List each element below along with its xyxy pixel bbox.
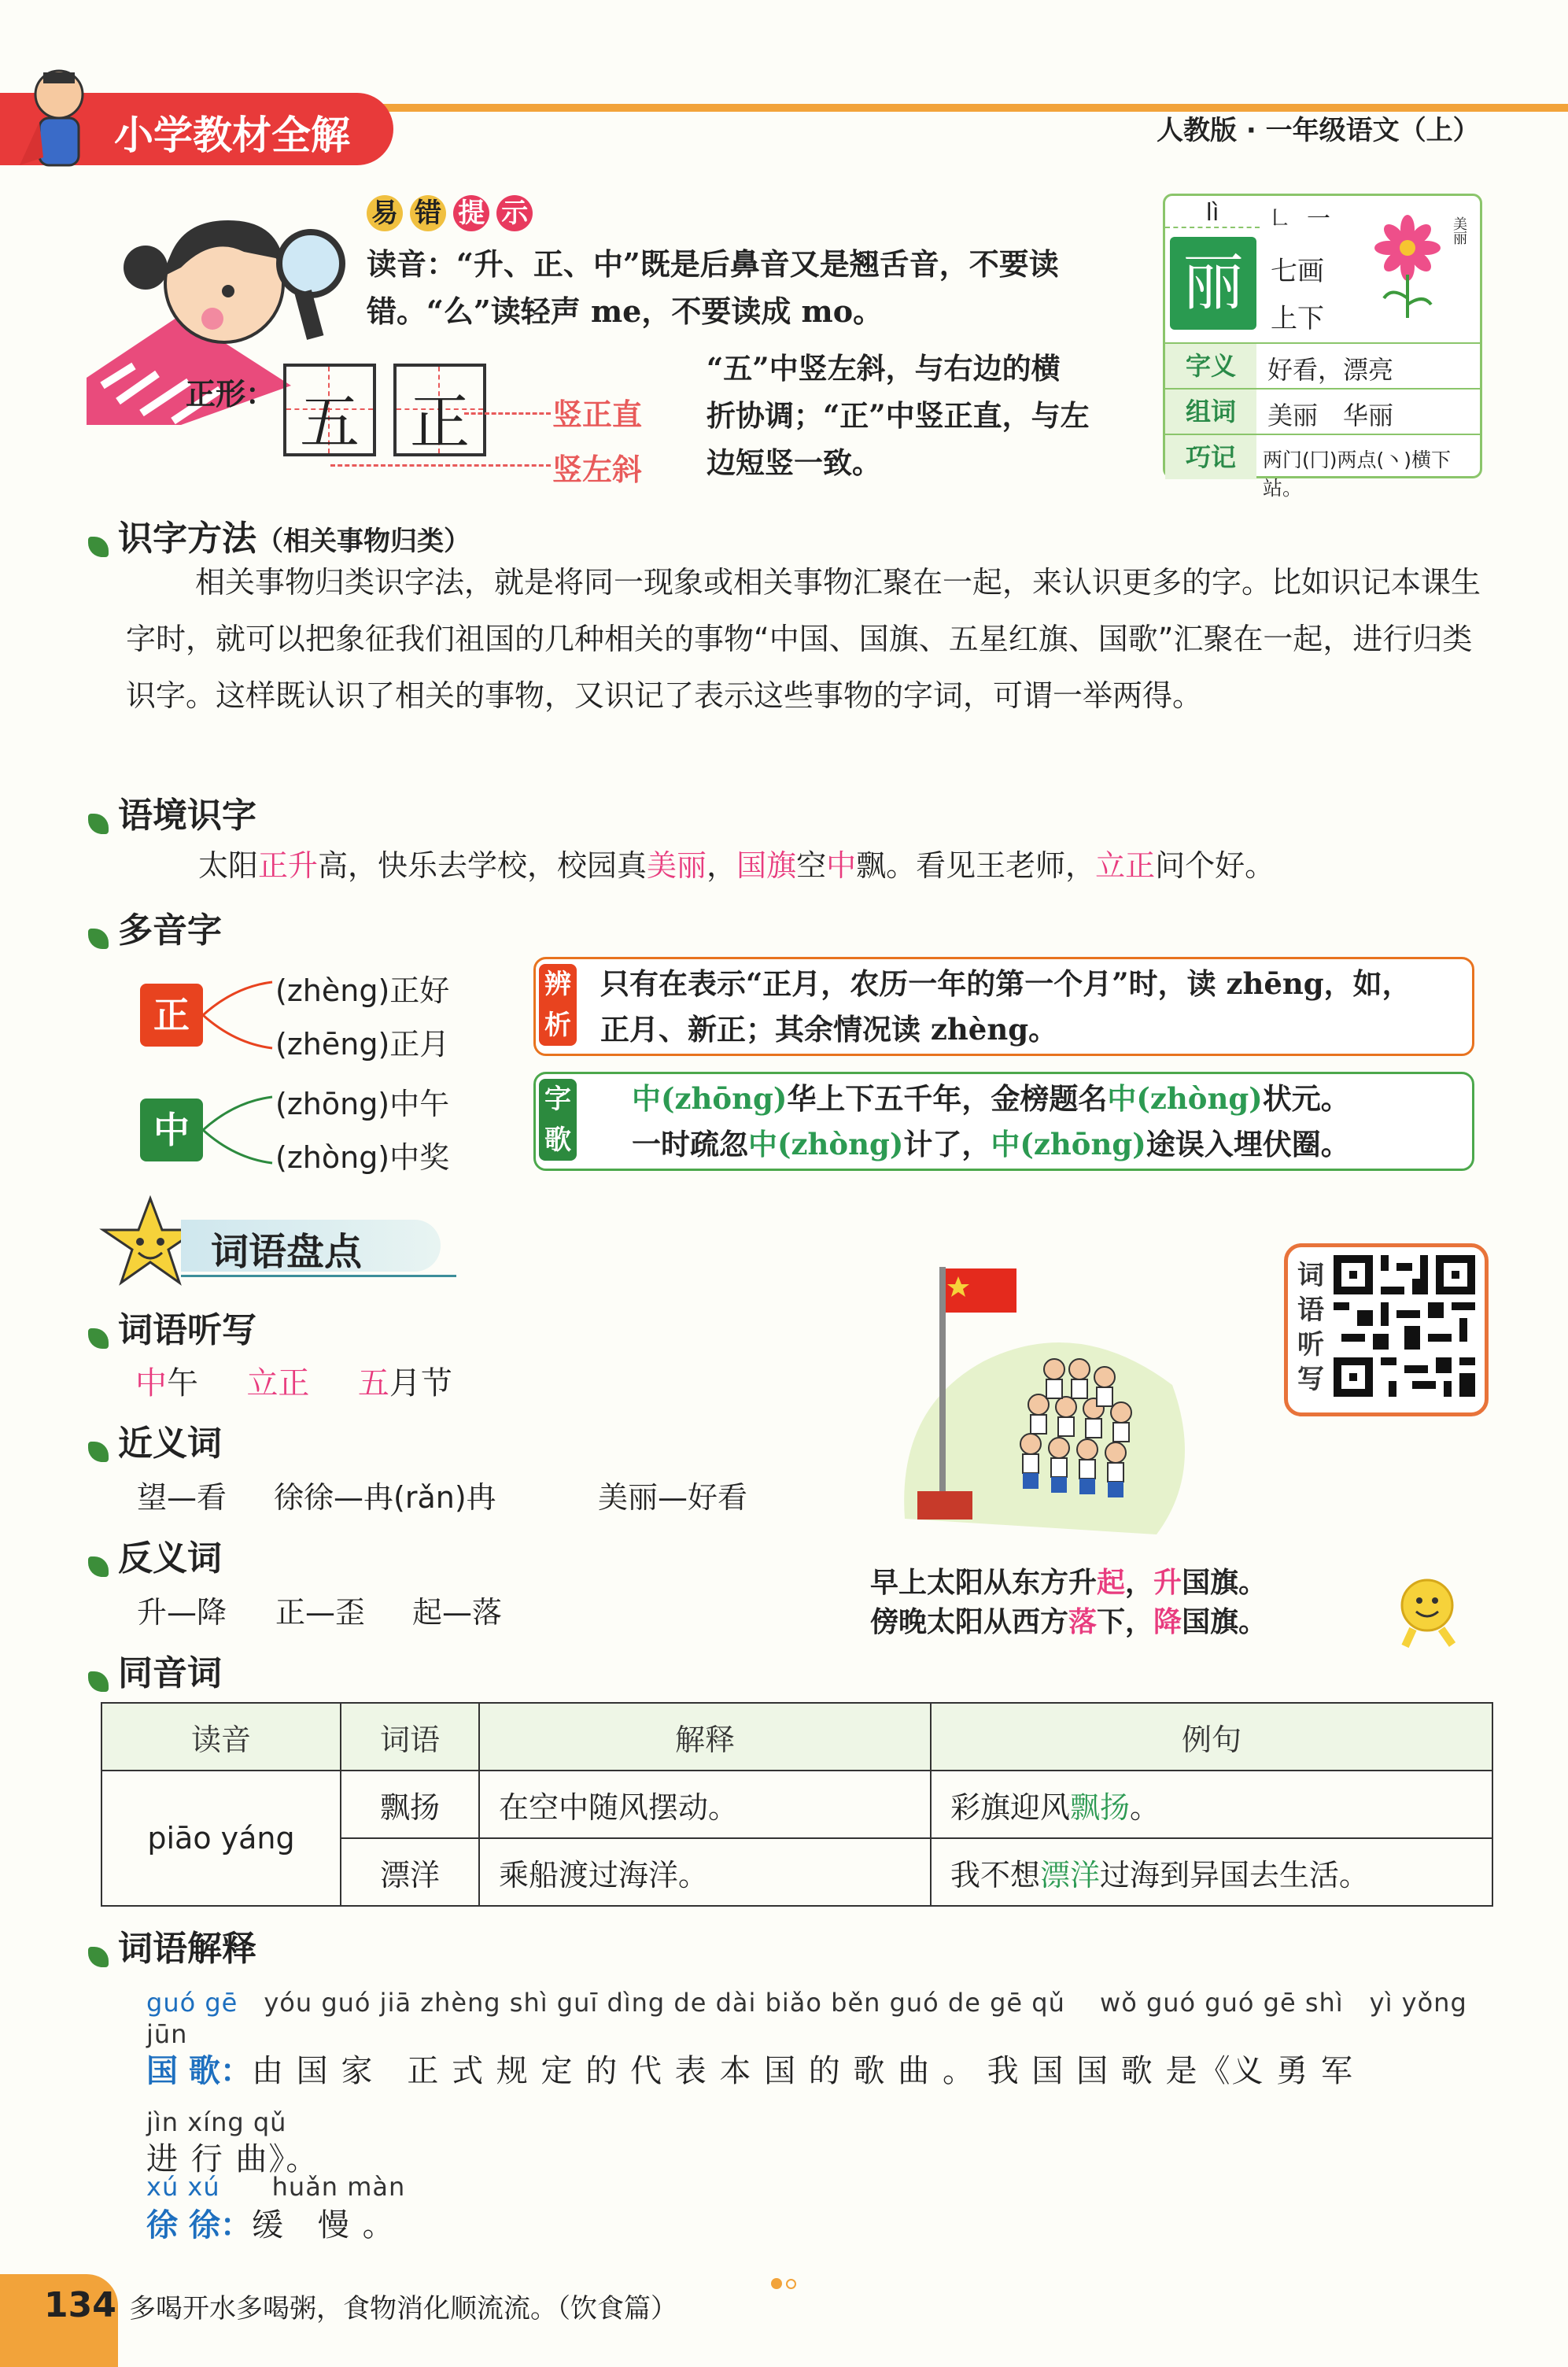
highlight-text: 中(zhòng) xyxy=(748,1127,904,1161)
table-row xyxy=(101,1771,1492,1838)
plain-text: 高，快乐去学校，校园真 xyxy=(318,848,647,883)
char-row-value: 好看，漂亮 xyxy=(1267,355,1394,385)
plain-text: ， xyxy=(707,848,737,883)
dictation-word-2: 立正 xyxy=(246,1365,310,1401)
tips-reading xyxy=(367,241,1059,335)
caption-line-1 xyxy=(870,1563,1267,1602)
polyphone-char: 正 xyxy=(153,994,190,1036)
highlight-text: 正升 xyxy=(258,848,319,883)
form-char-box-2 xyxy=(393,364,486,456)
table-header-row xyxy=(101,1703,1492,1771)
smiley-icon xyxy=(1389,1574,1465,1649)
form-explain-line-2: 折协调；“正”中竖正直，与左 xyxy=(707,398,1090,433)
synonym-heading xyxy=(88,1415,222,1465)
table-header: 解释 xyxy=(479,1703,931,1771)
form-note-line-2 xyxy=(330,464,551,467)
dictation-word-3: 五月节 xyxy=(357,1365,452,1401)
char-dash: 一 xyxy=(1307,205,1330,233)
form-char-box-1 xyxy=(283,364,376,456)
polyphone-reading-2: (zhēng)正月 xyxy=(275,1027,450,1062)
highlight-text: 中(zhōng) xyxy=(632,1081,788,1116)
char-row-label: 组词 xyxy=(1165,390,1256,434)
qr-tv-frame xyxy=(1284,1243,1489,1416)
analysis-label xyxy=(539,964,577,1046)
rhyme-label xyxy=(539,1079,577,1161)
highlight-text: 落 xyxy=(1068,1605,1098,1638)
rhyme-line-1 xyxy=(632,1076,1350,1121)
char-strokes: 七画 xyxy=(1271,256,1324,287)
char-row-value: 两门(冂)两点(丶)横下站。 xyxy=(1263,449,1452,500)
entry-text-line: 国 歌：由 国 家 正 式 规 定 的 代 表 本 国 的 歌 曲 。 我 国 国 歌 是《义 勇 军 xyxy=(146,2053,1354,2089)
rhyme-label-2: 歌 xyxy=(544,1124,571,1156)
polyphone-reading-4: (zhòng)中奖 xyxy=(275,1140,450,1175)
plain-text: 太阳 xyxy=(198,848,259,883)
page-number: 134 xyxy=(44,2285,116,2325)
synonym-3: 美丽—好看 xyxy=(598,1480,748,1515)
context-heading xyxy=(88,787,256,837)
flower-caption: 美丽 xyxy=(1451,216,1467,245)
table-header: 词语 xyxy=(341,1703,479,1771)
explain-entry-2 xyxy=(146,2167,1500,2247)
homophone-heading xyxy=(88,1645,222,1695)
plain-text: 国旗。 xyxy=(1182,1605,1267,1638)
char-structure: 上下 xyxy=(1271,303,1324,334)
dictation-word-1: 中午 xyxy=(135,1365,198,1401)
plain-text: 傍晚太阳从西方 xyxy=(870,1605,1069,1638)
tips-char-1: 易 xyxy=(367,195,403,231)
method-subtitle: （相关事物归类） xyxy=(256,526,470,557)
method-title: 识字方法 xyxy=(118,519,256,559)
char-row-label: 字义 xyxy=(1165,344,1256,388)
tips-reading-label: 读音： xyxy=(367,246,457,282)
context-text xyxy=(198,837,1275,894)
highlight-text: 降 xyxy=(1153,1605,1182,1638)
char-row-1 xyxy=(1165,342,1480,388)
highlight-text: 升 xyxy=(1153,1566,1182,1599)
table-cell-pinyin: piāo yáng xyxy=(101,1771,341,1906)
analysis-text xyxy=(600,961,1411,1052)
plain-text: 国旗。 xyxy=(1182,1566,1267,1599)
char-row-3 xyxy=(1165,434,1480,500)
dictation-words xyxy=(135,1358,452,1403)
polyphone-title: 多音字 xyxy=(118,910,222,951)
plain-text: 途误入埋伏圈。 xyxy=(1146,1127,1350,1161)
caption-line-2 xyxy=(870,1602,1267,1641)
flag-raising-illustration xyxy=(873,1251,1204,1550)
synonym-2: 徐徐—冉(rǎn)冉 xyxy=(274,1480,496,1515)
brand-title: 小学教材全解 xyxy=(114,113,350,158)
entry-pinyin-line: guó gē yóu guó jiā zhèng shì guī dìng de dài biǎo běn guó de gē qǔ wǒ guó guó gē shì yì yǒng jūn xyxy=(146,1988,1467,2049)
polyphone-char-zhong xyxy=(140,1099,203,1161)
table-header: 读音 xyxy=(101,1703,341,1771)
char-row-value: 美丽 华丽 xyxy=(1267,401,1394,430)
form-label: 正形： xyxy=(186,377,276,412)
leaf-icon xyxy=(88,1328,109,1349)
method-text: 相关事物归类识字法，就是将同一现象或相关事物汇聚在一起，来认识更多的字。比如识记本课生字时，就可以把象征我们祖国的几种相关的事物“中国、国旗、五星红旗、国歌”汇聚在一起，进行归类识字。这样既认识了相关的事物，又识记了表示这些事物的字词，可谓一举两得。 xyxy=(126,565,1481,713)
vocab-banner-title: 词语盘点 xyxy=(211,1230,363,1274)
footer-dots xyxy=(771,2277,796,2292)
polyphone-char: 中 xyxy=(153,1109,190,1151)
plain-text: ， xyxy=(1125,1566,1154,1599)
leaf-icon xyxy=(88,929,109,949)
highlight-text: 起 xyxy=(1097,1566,1126,1599)
qr-code[interactable] xyxy=(1334,1255,1475,1397)
leaf-icon xyxy=(88,1442,109,1462)
tips-char-3: 提 xyxy=(453,195,489,231)
plain-text: 一时疏忽 xyxy=(632,1127,748,1161)
explain-heading xyxy=(88,1920,256,1970)
table-header: 例句 xyxy=(931,1703,1492,1771)
rhyme-line-2 xyxy=(632,1121,1350,1167)
bracket-icon xyxy=(203,979,274,1051)
flower-icon xyxy=(1368,212,1447,322)
char-row-2 xyxy=(1165,388,1480,434)
table-cell-example: 彩旗迎风飘扬。 xyxy=(931,1771,1492,1838)
table-cell-meaning: 乘船渡过海洋。 xyxy=(479,1838,931,1906)
plain-text: 空 xyxy=(796,848,827,883)
tips-char-4: 示 xyxy=(496,195,533,231)
tips-char-2: 错 xyxy=(410,195,446,231)
polyphone-char-zheng xyxy=(140,984,203,1047)
method-heading xyxy=(88,510,470,560)
analysis-label-1: 辨 xyxy=(544,969,571,1000)
tips-reading-line2: 错。“么”读轻声 me，不要读成 mo。 xyxy=(367,294,884,329)
form-explain-line-1: “五”中竖左斜，与右边的横 xyxy=(707,351,1061,386)
flag-caption xyxy=(870,1563,1267,1641)
context-title: 语境识字 xyxy=(118,796,256,836)
dictation-title: 词语听写 xyxy=(118,1310,256,1350)
plain-text: 问个好。 xyxy=(1155,848,1275,883)
dictation-heading xyxy=(88,1302,256,1352)
rhyme-box xyxy=(533,1072,1474,1171)
entry-text-line: 徐 徐：缓 慢 。 xyxy=(146,2207,396,2243)
polyphone-reading-3: (zhōng)中午 xyxy=(275,1087,450,1121)
synonym-title: 近义词 xyxy=(118,1424,222,1464)
form-note-1: 竖正直 xyxy=(552,397,643,432)
homophone-table xyxy=(101,1702,1493,1907)
char-card xyxy=(1163,194,1482,500)
plain-text: 飘。看见王老师， xyxy=(856,848,1096,883)
footer-text: 多喝开水多喝粥，食物消化顺流流。（饮食篇） xyxy=(129,2293,677,2325)
plain-text: 计了， xyxy=(903,1127,991,1161)
explain-entry-1 xyxy=(146,1983,1500,2181)
form-note-2: 竖左斜 xyxy=(552,452,643,487)
form-explain-line-3: 边短竖一致。 xyxy=(707,445,881,480)
tips-reading-line1: “升、正、中”既是后鼻音又是翘舌音，不要读 xyxy=(456,246,1059,282)
plain-text: 下， xyxy=(1097,1605,1154,1638)
tips-title xyxy=(367,195,536,231)
form-char-2: 正 xyxy=(410,387,470,457)
polyphone-reading-1: (zhèng)正好 xyxy=(275,973,450,1008)
form-explain xyxy=(707,345,1090,486)
banner-rule xyxy=(181,1275,456,1277)
plain-text: 华上下五千年，金榜题名 xyxy=(787,1081,1108,1116)
table-cell-word: 飘扬 xyxy=(341,1771,479,1838)
highlight-text: 中(zhòng) xyxy=(1107,1081,1263,1116)
table-cell-meaning: 在空中随风摆动。 xyxy=(479,1771,931,1838)
table-cell-word: 漂洋 xyxy=(341,1838,479,1906)
analysis-line-2: 正月、新正；其余情况读 zhèng。 xyxy=(600,1012,1058,1047)
char-pinyin: lì xyxy=(1165,199,1260,228)
entry-pinyin-line: xú xú huǎn màn xyxy=(146,2172,406,2202)
analysis-line-1: 只有在表示“正月，农历一年的第一个月”时，读 zhēng，如， xyxy=(600,966,1411,1001)
antonym-3: 起—落 xyxy=(412,1595,503,1630)
analysis-box xyxy=(533,957,1474,1056)
homophone-title: 同音词 xyxy=(118,1653,222,1693)
char-row-label: 巧记 xyxy=(1165,435,1256,479)
highlight-text: 中 xyxy=(826,848,857,883)
plain-text: 早上太阳从东方升 xyxy=(870,1566,1098,1599)
qr-label: 词 语 听 写 xyxy=(1297,1260,1324,1395)
char-radical: ㇗ xyxy=(1267,205,1291,233)
highlight-text: 中(zhōng) xyxy=(991,1127,1146,1161)
char-main: 丽 xyxy=(1182,248,1244,319)
leaf-icon xyxy=(88,814,109,834)
entry-text-line-2: 进 行 曲》。 xyxy=(146,2141,319,2177)
analysis-label-2: 析 xyxy=(544,1010,571,1041)
leaf-icon xyxy=(88,1671,109,1692)
polyphone-heading xyxy=(88,902,222,952)
highlight-text: 美丽 xyxy=(647,848,707,883)
leaf-icon xyxy=(88,1556,109,1577)
table-cell-example: 我不想漂洋过海到异国去生活。 xyxy=(931,1838,1492,1906)
bracket-icon xyxy=(203,1094,274,1166)
char-main-box xyxy=(1170,237,1256,330)
leaf-icon xyxy=(88,1947,109,1967)
antonym-1: 升—降 xyxy=(137,1595,227,1630)
highlight-text: 国旗 xyxy=(736,848,797,883)
rhyme-text xyxy=(632,1076,1350,1167)
form-note-line-1 xyxy=(464,412,551,415)
mascot-icon xyxy=(16,63,102,173)
highlight-text: 立正 xyxy=(1095,848,1156,883)
explain-title: 词语解释 xyxy=(118,1929,256,1969)
rhyme-label-1: 字 xyxy=(544,1084,571,1115)
leaf-icon xyxy=(88,537,109,557)
entry-pinyin-line-2: jìn xíng qǔ xyxy=(146,2107,287,2137)
edition-label: 人教版 · 一年级语文（上） xyxy=(1157,115,1480,146)
plain-text: 状元。 xyxy=(1262,1081,1350,1116)
form-char-1: 五 xyxy=(300,387,360,457)
synonym-1: 望—看 xyxy=(137,1480,227,1515)
antonym-title: 反义词 xyxy=(118,1538,222,1579)
antonym-2: 正—歪 xyxy=(275,1595,366,1630)
antonym-heading xyxy=(88,1530,222,1580)
